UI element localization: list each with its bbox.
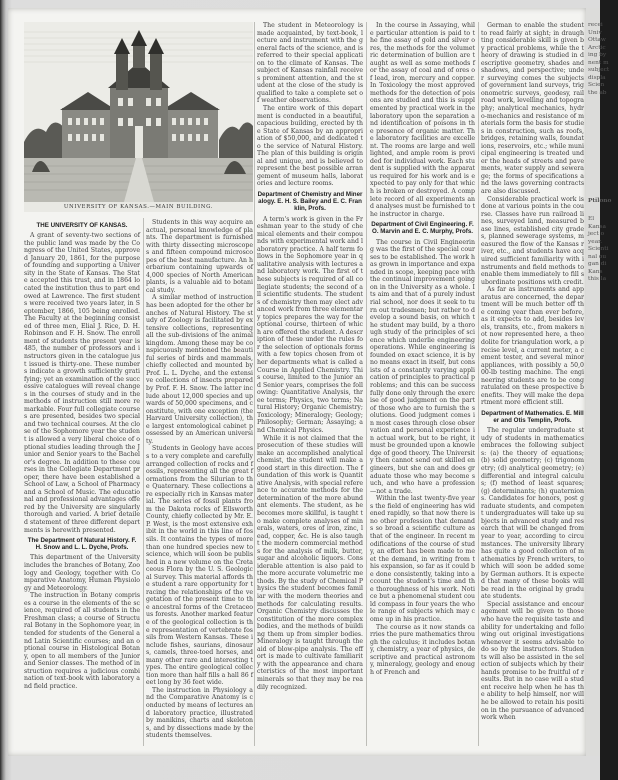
column-rule [478, 22, 479, 746]
text-line: nal ou [588, 253, 607, 260]
column-4 [370, 22, 475, 750]
building-engraving [24, 22, 253, 202]
heading-mathematics: Department of Mathematics. E. Miller and Otis Templin, Profs. [481, 409, 584, 425]
column-5 [481, 22, 584, 750]
paragraph: A term's work is given in the Freshman year to the study of chemical elements and their compounds with experimental work and laboratory practice. A half term follows in the Sophomore year in qualitative analysis with lectures and laboratory work. The first of these subjects is required of all collegiate students; the second of all scientific students. The students of chemistry then may elect advanced work from three elementary topics prepares the way for the optional course, thirteen of which are offered the student. A description of these under the rules for the selection of optionals forms with a few topics chosen from other departments what is called a Course in Applied Chemistry. This course, limited to the Junior and Senior years, comprises the following: Quantitative Analysis, three terms; Physics, two terms; Natural History; Organic Chemistry; Toxicology; Mineralogy; Geology; Philosophy; German; Assaying; and Chemical Physics. [257, 215, 363, 434]
adjacent-page-edge [586, 8, 612, 756]
paragraph: This department of the University includes the branches of Botany, Zoology and Geology, together with Comparative Anatomy, Human Physiology and Meteorology. [24, 554, 140, 592]
paragraph: The student in Meteorology is made acquainted, by text-book, lecture and instrument with the general facts of the science, and is referred to their special application to the climate of Kansas. The subject of Kansas rainfall receives prominent attention, and the student at the close of the study is qualified to take a complete set of weather observations. [257, 22, 363, 105]
text-line: year. [588, 238, 603, 245]
text-line: this la [588, 276, 607, 282]
column-3 [257, 22, 363, 750]
paragraph: A grant of seventy-two sections of the public land was made by the Congress of the United States, approved January 20, 1861, for the purpose of founding and supporting a University in the State of Kansas. The State accepted this trust, and in 1864 located the institution thus to part endowed at Lawrence. The first students were received two years later, in September, 1866, 105 being enrolled. The Faculty at the beginning consisted of three men, Elial J. Rice, D. H. Robinson and F. H. Snow. The enrollment of students the present year is 485, the number of professors and instructors given in the catalogue just issued is thirty-one. These numbers indicate a growth sufficiently gratifying; yet an examination of the successive catalogues will reveal changes in the courses of study and in the methods of instruction still more remarkable. Four full collegiate courses are presented, besides two special and two technical courses. At the close of the Sophomore year the student is allowed a very liberal choice of optional studies leading through the Junior and Senior years to the Bachelor's degree. In addition to these courses in the Collegiate Department proper, there have been established a School of Law, a School of Pharmacy and a School of Music. The educational and professional advantages offered by the University are singularly thorough and varied. A brief detailed statement of three different departments is herewith presented. [24, 232, 140, 534]
paragraph: In the course in Assaying, while particular attention is paid to the fine assay of gold and silver ores, the methods for the volumetric determination of bullion are taught as well as some methods for the assay of coal and of ores of lead, iron, mercury and copper. In Toxicology the most approved methods for the detection of poisons are studied and this is supplemented by practical work in the laboratory upon the separation and identification of poisons in the presence of organic matter. The laboratory facilities are excellent. The rooms are large and well lighted, and ample room is provided for individual work. Each student is supplied with the apparatus required for his work and is expected to pay only for that which is broken or destroyed. A complete record of all experiments and analyses must be furnished to the instructor in charge. [370, 22, 475, 218]
heading-civil-engineering: Department of Civil Engineering. F. O. Marvin and E. C. Murphy, Profs. [371, 221, 474, 236]
paragraph: Within the last twenty-five years the field of engineering has widened rapidly, so that now there is no other profession that demands so broad a scientific culture as that of the engineer. In recent modifications of the course of study, an effort has been made to meet the demand, in writing from this expansion, so far as it could be done consistently, taking into account the student's time and the thoroughness of his work. Notice but a phenomenal student could compass in four years the whole range of subjects which may come up in his practice. [370, 495, 475, 623]
paragraph: The course in Civil Engineering was the first of the special courses to be established. The work has grown in importance and expanded in scope, keeping pace with the continual improvement going on in the University as a whole. Its aim and that of a purely industrial school, nor does it seek to turn out tradesmen; but rather to develop a sound basis, on which the student may build, by a thorough study of the principles of science which underlie engineering operations. While engineering is founded on exact science, it is by no means exact in itself, but consists of a constantly varying application of principles to practical problems; and this can be successfully done only through the exercise of good judgment on the part of those who are to furnish the solutions. Good judgment comes in most cases through close observation and personal experience in actual work, but to be right, it must be grounded upon a knowledge of good theory. The University then cannot send out skilled engineers, but she can and does graduate those who may become such, and who have a profession—not a trade. [370, 238, 475, 495]
text-line: ing by [588, 52, 607, 58]
adjacent-page-text [588, 216, 618, 284]
column-rule [366, 22, 367, 746]
paragraph: A similar method of instruction has been adopted for the other branches of Natural History. The study of Zoology is facilitated by extensive collections, representing all the sub-divisions of the animal kingdom. Among these may be conspicuously mentioned the beautiful series of birds and mammals, chiefly collected and mounted by Prof. L. L. Dyche, and the extensive collections of insects prepared by Prof. F. H. Snow. The latter include about 12,000 species and upwards of 50,000 specimens, and constitute, with one exception (the Harvard University collection), the largest entomological cabinet possessed by an American university. [146, 294, 253, 445]
paragraph: As far as instruments and apparatus are concerned, the department will be much better off the coming year than ever before, as it expects to add, besides levels, transits, etc., from makers not now represented here, a theodolite for triangulation work, a precise level, a current meter, a cement tester, and several minor appliances, with possibly a 50,000-lb testing machine. The engineering students are to be congratulated on these prospective benefits. They will make the department more efficient still. [481, 286, 584, 407]
paragraph: Students in this way acquire an actual, personal knowledge of plants. The department is furnished with thirty dissecting microscopes and fifteen compound microscopes of the best manufacture. An herbarium containing upwards of 4,000 species of North American plants, is a valuable aid to botanical study. [146, 219, 253, 294]
text-line: El [588, 216, 595, 222]
column-rule [143, 218, 144, 746]
text-line: displa [588, 74, 606, 81]
paragraph: German to enable the student to read fairly at sight; in draughting considerable skill is given by practical problems, while the theory of drawing is studied in descriptive geometry, shades and shadows, and perspective; under surveying comes the subjects of government land surveys, trigonometric surveys, geodesy, railroad work, levelling and topography; analytical mechanics, hydro-mechanics and resistance of materials form the basis for studies in construction, such as roofs, bridges, retaining walls, foundations, reservoirs, etc.; while municipal engineering is treated under the heads of streets and pavements, water supply and sewerage; the forms of specifications and the laws governing contracts are also discussed. [481, 22, 584, 196]
text-line: Univ [588, 29, 602, 36]
adjacent-page-heading: Ptilono [588, 198, 612, 204]
paragraph: The instruction in Botany comprises a course in the elements of the science, required of all students in the Freshman class; a course of Structural Botany in the Sophomore year, intended for students of the General and Latin Scientific courses; and an optional course in Histological Botany, open to all members of the Junior and Senior classes. The method of instruction requires a judicious combination of text-book with laboratory and field practice. [24, 592, 140, 690]
text-line: Kans [588, 268, 603, 275]
text-line: subject [588, 67, 610, 73]
paragraph: Students in Geology have access to a very complete and carefully arranged collection of rocks and fossils, representing all the great formations from the Silurian to the Quaternary. These collections are especially rich in Kansas material. The series of fossil plants from the Dakota rocks of Ellsworth County, chiefly collected by Mr. E. P. West, is the most extensive exhibit in the world in this line of fossils. It contains the types of more than one hundred species new to science, which will soon be published in a new volume on the Cretaceous Flora by the U. S. Geological Survey. This material affords the student a rare opportunity for tracing the relationships of the vegetation of the present time to the ancestral forms of the Cretaceous forests. Another marked feature of the geological collection is the representation of vertebrate fossils from Western Kansas. These include fishes, saurians, dinosaurs, camels, three-toed horses, and many other rare and interesting types. The entire geological collection more than half fills a hall 86 feet long by 36 feet wide. [146, 445, 254, 687]
paragraph: While it is not claimed that the prosecution of these studies will make an accomplished analytical chemist, the student will make a good start in this direction. The foundation of this work is Quantitative Analysis, with special reference to accurate methods for the determination of the more abundant elements. The student, as he becomes more skillful, is taught to make complete analyses of minerals, waters, ores of iron, zinc, lead, copper, &c. He is also taught the modern commercial methods for the analysis of milk, butter, sugar and alcoholic liquors. Considerable attention is also paid to the more accurate volumetric methods. By the study of Chemical Physics the student becomes familiar with the modern theories and methods for calculating results. Organic Chemistry discusses the constitution of the more complex bodies, and the methods of building them up from simpler bodies. Mineralogy is taught through the aid of blow-pipe analysis. The effort is made to cultivate familiarity with the appearance and characteristics of the most important minerals so that they may be readily recognized. [257, 434, 363, 691]
figure-caption: UNIVERSITY OF KANSAS.—MAIN BUILDING. [63, 204, 214, 210]
text-line: gan di [588, 261, 607, 267]
text-line: recei [588, 22, 603, 28]
text-line: Scienti [588, 246, 609, 252]
paragraph: The course as it now stands carries the pure mathematics through the calculus; it includes botany, chemistry, a year of physics, descriptive and practical astronomy, mineralogy, geology and enough of French and [370, 623, 475, 676]
column-2 [146, 219, 253, 751]
text-line: Arctic [588, 44, 606, 51]
paragraph: The entire work of this department is conducted in a beautiful, capacious building, erected by the State of Kansas by an appropriation of $50,000, and dedicated to the service of Natural History. The plan of this building is original and unique, and is believed to represent the best possible arrangement of museum halls, laboratories and lecture rooms. [257, 105, 363, 188]
adjacent-page-text [588, 22, 618, 97]
text-line: Kansa [588, 223, 606, 230]
document-page [8, 8, 586, 756]
heading-chemistry: Department of Chemistry and Mineralogy. E. H. S. Bailey and E. C. Franklin, Profs. [257, 191, 363, 213]
column-1 [24, 219, 140, 751]
text-line: Ottaw [588, 37, 606, 43]
text-line: the ab [588, 89, 607, 96]
paragraph: The regular undergraduate study of students in mathematics embraces the following subjects: (a) the theory of equations; (b) solid geometry; (c) trigonometry; (d) analytical geometry; (e) differential and integral calculus; (f) method of least squares; (g) determinants; (h) quaternions. Candidates for honors, post graduate students, and competent undergraduates will take up subjects in advanced study and research that will be changed from year to year, according to circumstances. The university library has quite a good collection of mathematics by French writers, to which will soon be added some by German authors. It is expected that many of these books will be read in the original by graduate students. [481, 427, 584, 601]
heading-natural-history: The Department of Natural History. F. H. Snow and L. L. Dyche, Profs. [27, 537, 137, 552]
paragraph: The instruction in Physiology and the Comparative Anatomy is conducted by means of lectures and laboratory practice, illustrated by manikins, charts and skeletons, and by dissections made by the students themselves. [146, 686, 253, 740]
paragraph: Special assistance and encouragement will be given to those who have the requisite taste and ability for undertaking and following out original investigations whenever it seems advisable to do so by the instructors. Students will also be assisted in the selection of subjects which by their hands promise to be fruitful of results. But in no case will a student receive help when he has the ability to help himself, nor will he be allowed to retain his position in the pursuance of advanced work when [481, 600, 584, 722]
heading-university: THE UNIVERSITY OF KANSAS. [36, 222, 128, 229]
main-building-illustration [24, 22, 253, 212]
text-line: nent m [588, 59, 609, 66]
paragraph: Considerable practical work is done at various points in the course. Classes have run railroad lines, surveyed land, measured base lines, established city grades, planned sewerage systems, measured the flow of the Kansas river, etc., and students have acquired sufficient familiarity with instruments and field methods to enable them immediately to fill subordinate positions with credit. [481, 195, 584, 286]
column-rule [254, 22, 255, 746]
text-line: Scien [588, 82, 605, 88]
text-line: ject o [588, 231, 605, 237]
